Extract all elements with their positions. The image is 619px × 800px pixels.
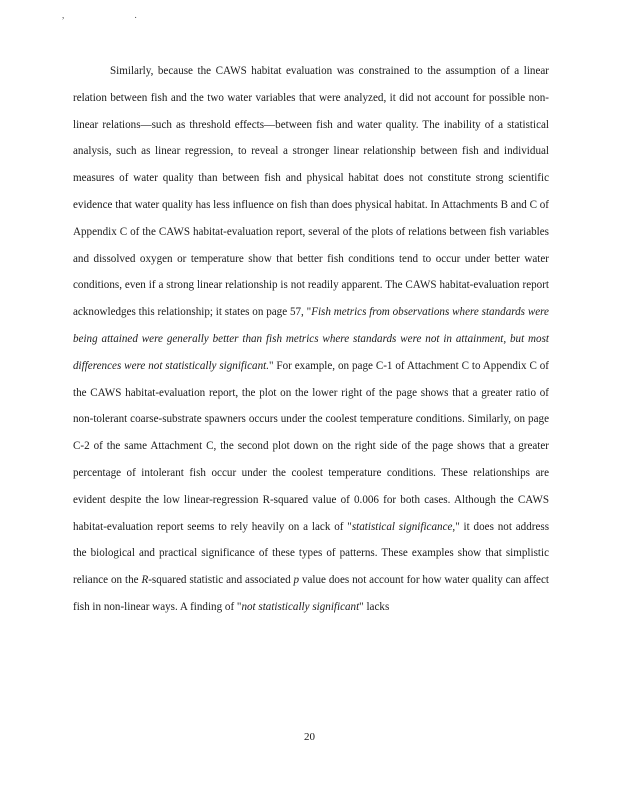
- scan-marks: , .: [62, 10, 171, 20]
- paragraph-text-4: -squared statistic and associated: [148, 574, 294, 587]
- quoted-finding: Fish metrics from observations where standards were being attained were generally better than fish metrics where standards were not in attainment, but most differences were not statistically significant.: [73, 306, 549, 372]
- paragraph-text-5: value does not account for how water quality can affect fish in non-linear ways. A finding of ": [73, 574, 549, 613]
- p-value-letter: p: [293, 574, 300, 587]
- paragraph-text-2: " For example, on page C-1 of Attachment C to Appendix C of the CAWS habitat-evaluation report, the plot on the lower right of the page shows that a greater ratio of non-tolerant coarse-substrate spawners occurs under the coolest temperature conditions. Similarly, on page C-2 of the same Attachment C, the second plot down on the right side of the page shows that a greater percentage of intolerant fish occur under the coolest temperature conditions. These relationships are evident despite the low linear-regression R-squared value of 0.006 for both cases. Although the CAWS habitat-evaluation report seems to rely heavily on a lack of ": [73, 359, 550, 533]
- paragraph-text-1: Similarly, because the CAWS habitat evaluation was constrained to the assumption of a linear relation between fish and the two water variables that were analyzed, it did not account for possible non-linear relations—such as threshold effects—between fish and water quality. The inability of a statistical analysis, such as linear regression, to reveal a stronger linear relationship between fish and individual measures of water quality than between fish and physical habitat does not constitute strong scientific evidence that water quality has less influence on fish than does physical habitat. In Attachments B and C of Appendix C of the CAWS habitat-evaluation report, several of the plots of relations between fish variables and dissolved oxygen or temperature show that better fish conditions tend to occur under better water conditions, even if a strong linear relationship is not readily apparent. The CAWS habitat-evaluation report acknowledges this relationship; it states on page 57, ": [73, 65, 549, 319]
- body-paragraph: [73, 58, 549, 621]
- paragraph-text-6: " lacks: [359, 600, 390, 613]
- paragraph-text-3: ," it does not address the biological and practical significance of these types of patterns. These examples show that simplistic reliance on the: [73, 520, 550, 587]
- page-number: 20: [304, 731, 315, 743]
- not-significant-term: not statistically significant: [241, 600, 360, 613]
- statistical-significance-term: statistical significance: [351, 520, 453, 533]
- r-squared-letter: R: [141, 574, 149, 587]
